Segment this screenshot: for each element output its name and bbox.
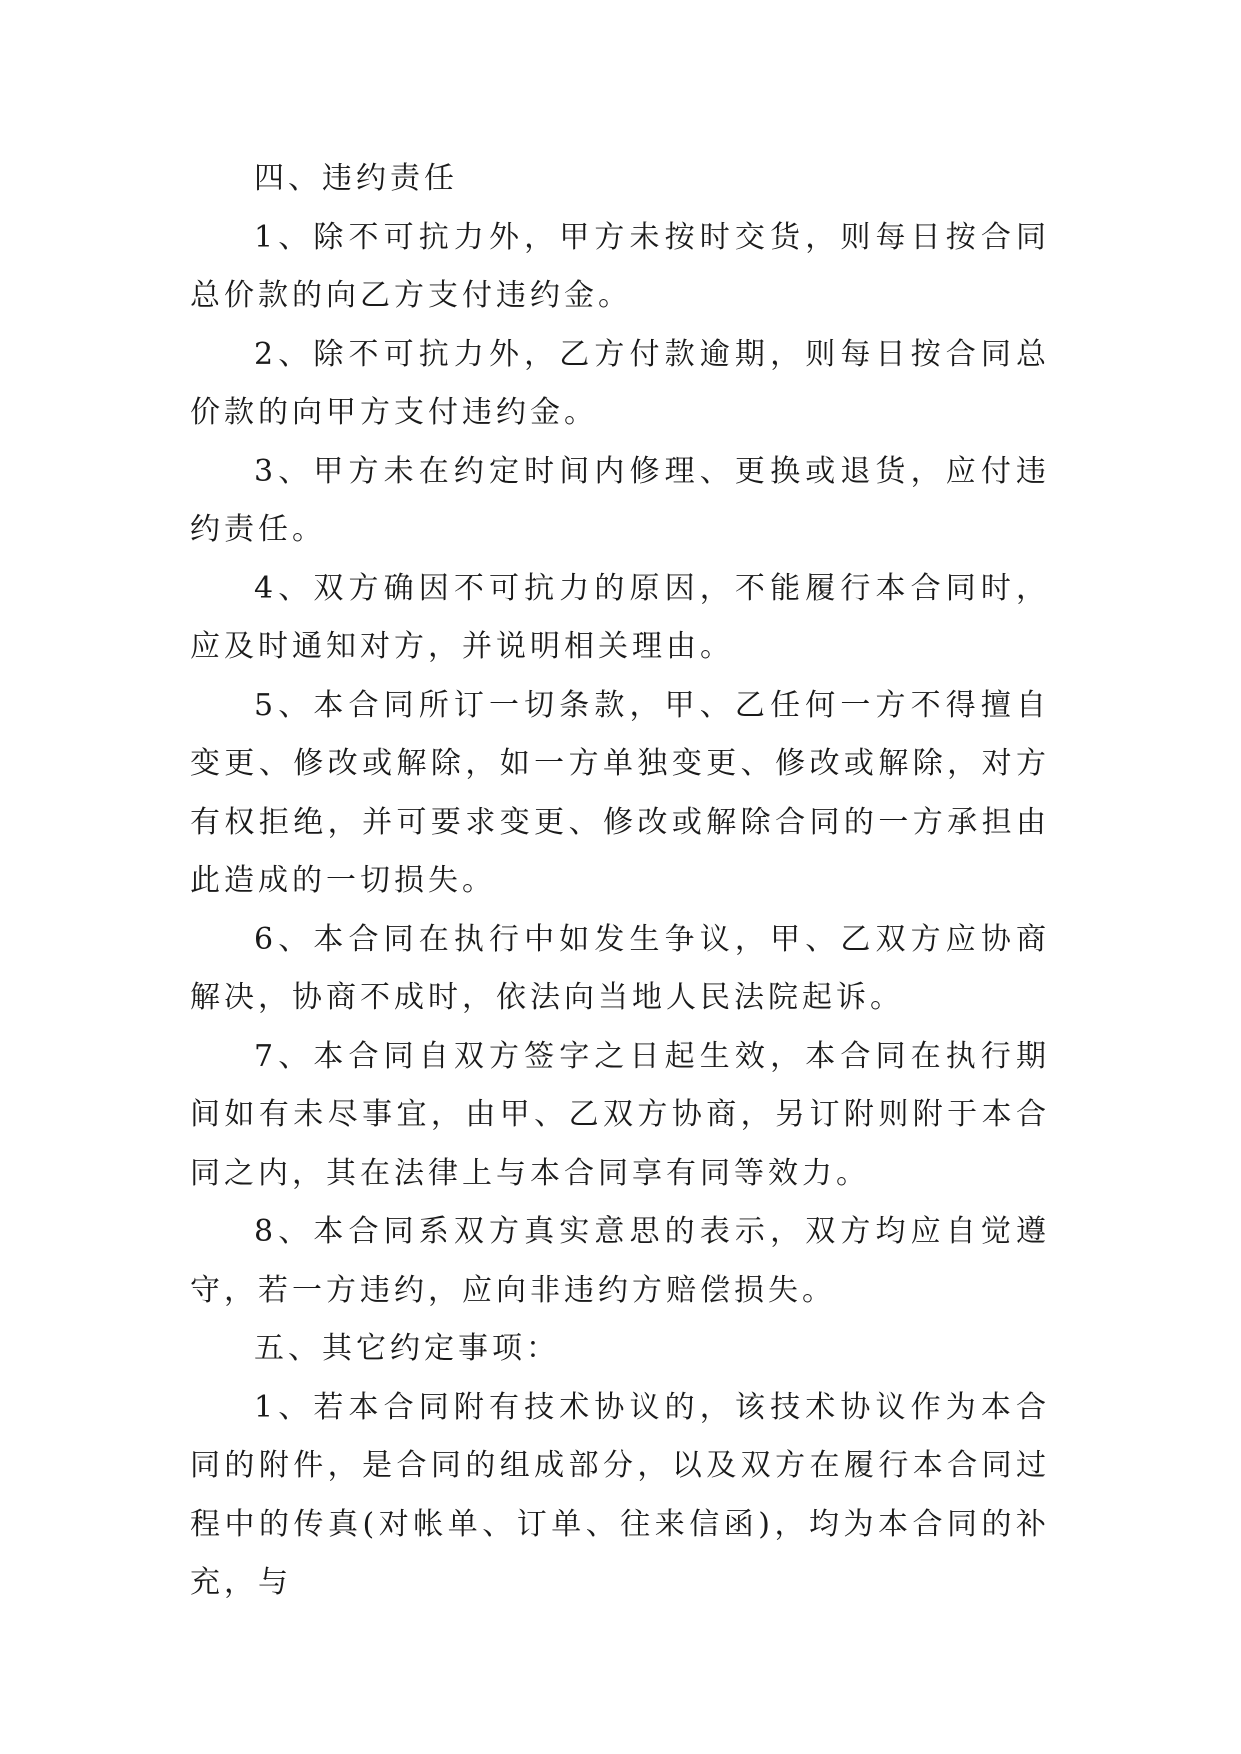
clause-paragraph: 5、本合同所订一切条款，甲、乙任何一方不得擅自变更、修改或解除，如一方单独变更、修改或解除，对方有权拒绝，并可要求变更、修改或解除合同的一方承担由此造成的一切损失。 — [190, 687, 1050, 898]
clause-paragraph: 1、若本合同附有技术协议的，该技术协议作为本合同的附件，是合同的组成部分，以及双方在履行本合同过程中的传真(对帐单、订单、往来信函)，均为本合同的补充，与 — [190, 1389, 1050, 1600]
clause-paragraph: 1、除不可抗力外，甲方未按时交货，则每日按合同总价款的向乙方支付违约金。 — [190, 219, 1050, 313]
clause-paragraph: 3、甲方未在约定时间内修理、更换或退货，应付违约责任。 — [190, 453, 1050, 547]
clause-paragraph: 4、双方确因不可抗力的原因，不能履行本合同时，应及时通知对方，并说明相关理由。 — [190, 570, 1050, 664]
clause-paragraph: 6、本合同在执行中如发生争议，甲、乙双方应协商解决，协商不成时，依法向当地人民法院起诉。 — [190, 921, 1050, 1015]
section-heading-breach-liability: 四、违约责任 — [254, 161, 458, 196]
document-page — [190, 150, 1050, 1613]
section-heading-other-matters: 五、其它约定事项： — [254, 1331, 560, 1366]
clause-paragraph: 2、除不可抗力外，乙方付款逾期，则每日按合同总价款的向甲方支付违约金。 — [190, 336, 1050, 430]
clause-paragraph: 8、本合同系双方真实意思的表示，双方均应自觉遵守，若一方违约，应向非违约方赔偿损失。 — [190, 1214, 1050, 1308]
clause-paragraph: 7、本合同自双方签字之日起生效，本合同在执行期间如有未尽事宜，由甲、乙双方协商，另订附则附于本合同之内，其在法律上与本合同享有同等效力。 — [190, 1038, 1050, 1191]
